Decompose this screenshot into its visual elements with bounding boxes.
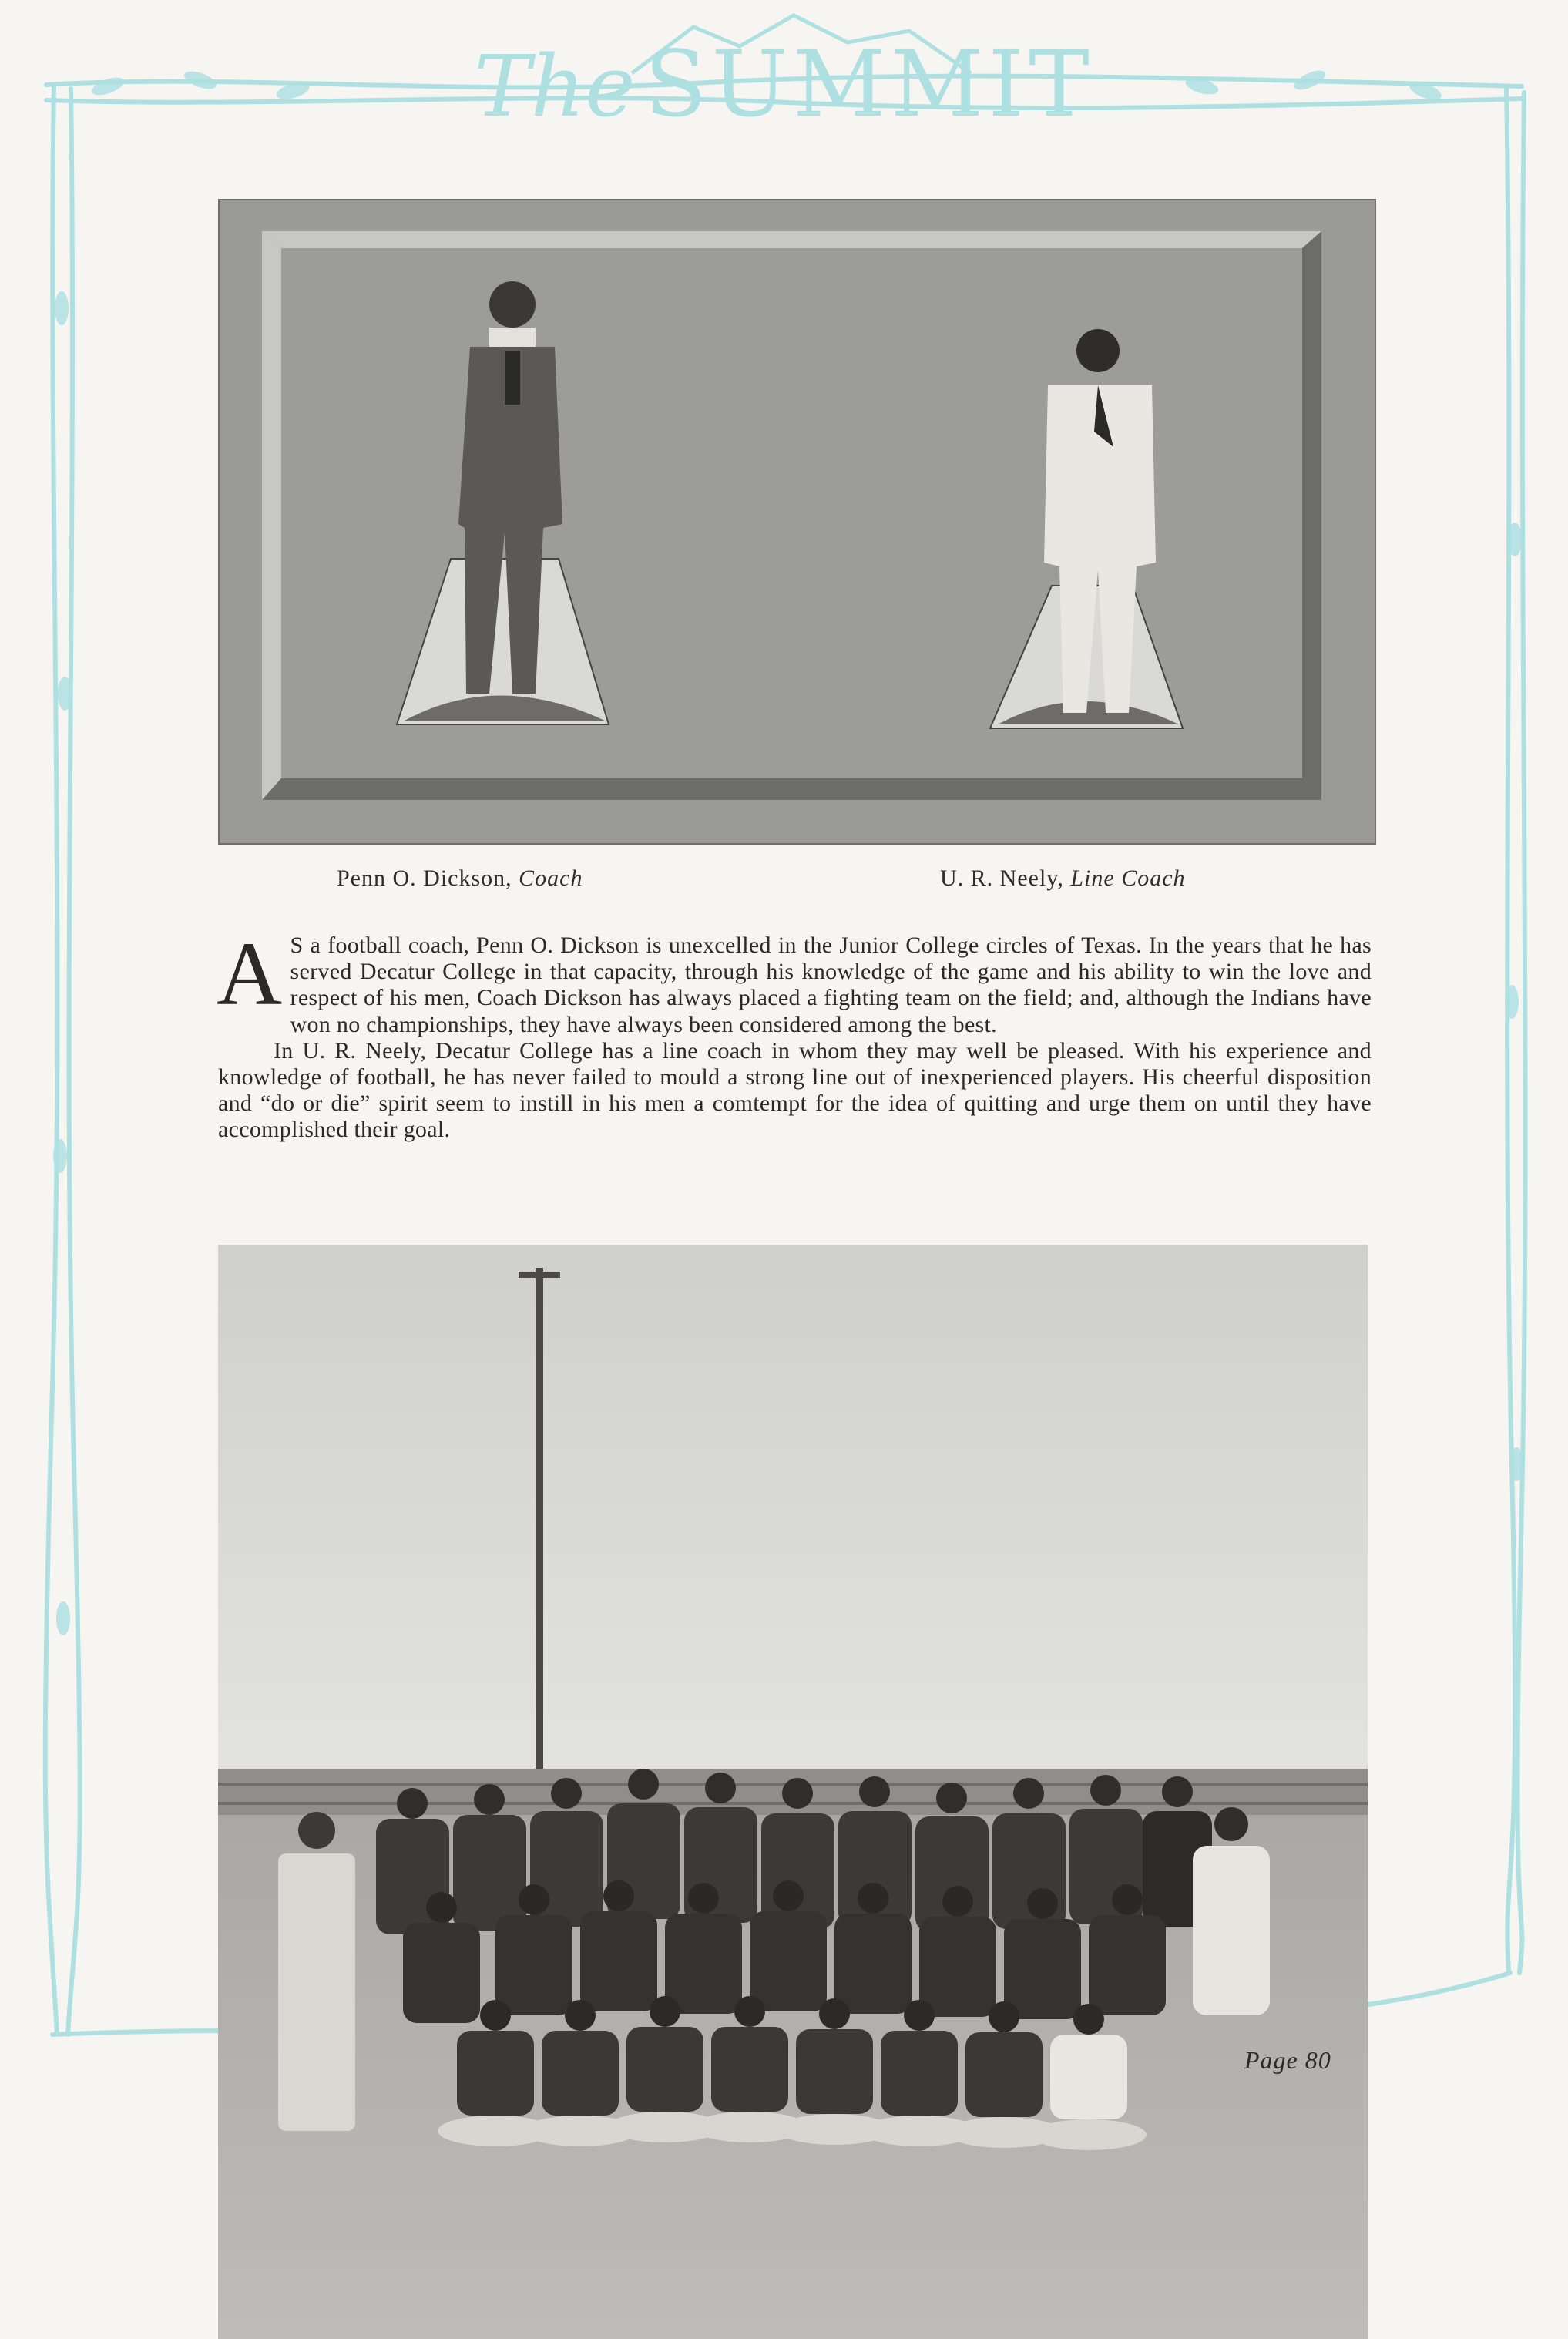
caption-line-coach-name: U. R. Neely, (940, 865, 1071, 891)
article-text (217, 923, 1372, 1144)
caption-head-coach-role: Coach (519, 865, 583, 891)
team-photo (218, 1245, 1368, 2339)
page-number: Page 80 (1244, 2046, 1331, 2074)
coaches-photo-art (220, 200, 1375, 843)
caption-line-coach (940, 865, 1186, 892)
article-paragraph-1 (217, 923, 1372, 1038)
article-paragraph-1-text: S a football coach, Penn O. Dickson is unexcelled in the Junior College circles of Texas. In the years that he has served Decatur College in that capacity, through his knowledge of the game and his ability to win the love and respect of his men, Coach Dickson has always placed a fighting team on the field; and, although the Indians have won no championships, they have always been considered among the best. (290, 933, 1372, 1037)
title-prefix: The (474, 37, 636, 136)
team-photo-art (218, 1245, 1368, 2339)
caption-head-coach-name: Penn O. Dickson, (337, 865, 519, 891)
title-main: SUMMIT (644, 31, 1094, 137)
caption-line-coach-role: Line Coach (1070, 865, 1186, 891)
caption-head-coach (337, 865, 583, 892)
article-paragraph-2: In U. R. Neely, Decatur College has a line coach in whom they may well be pleased. With his experience and knowledge of football, he has never failed to mould a strong line out of inexperienced players. His cheerful disposition and “do or die” spirit seem to instill in his men a comtempt for the idea of quitting and urge them on until they have accomplished their goal. (218, 1037, 1372, 1143)
coaches-photo (218, 199, 1376, 845)
yearbook-title (0, 31, 1568, 137)
drop-cap: A (217, 923, 283, 1024)
